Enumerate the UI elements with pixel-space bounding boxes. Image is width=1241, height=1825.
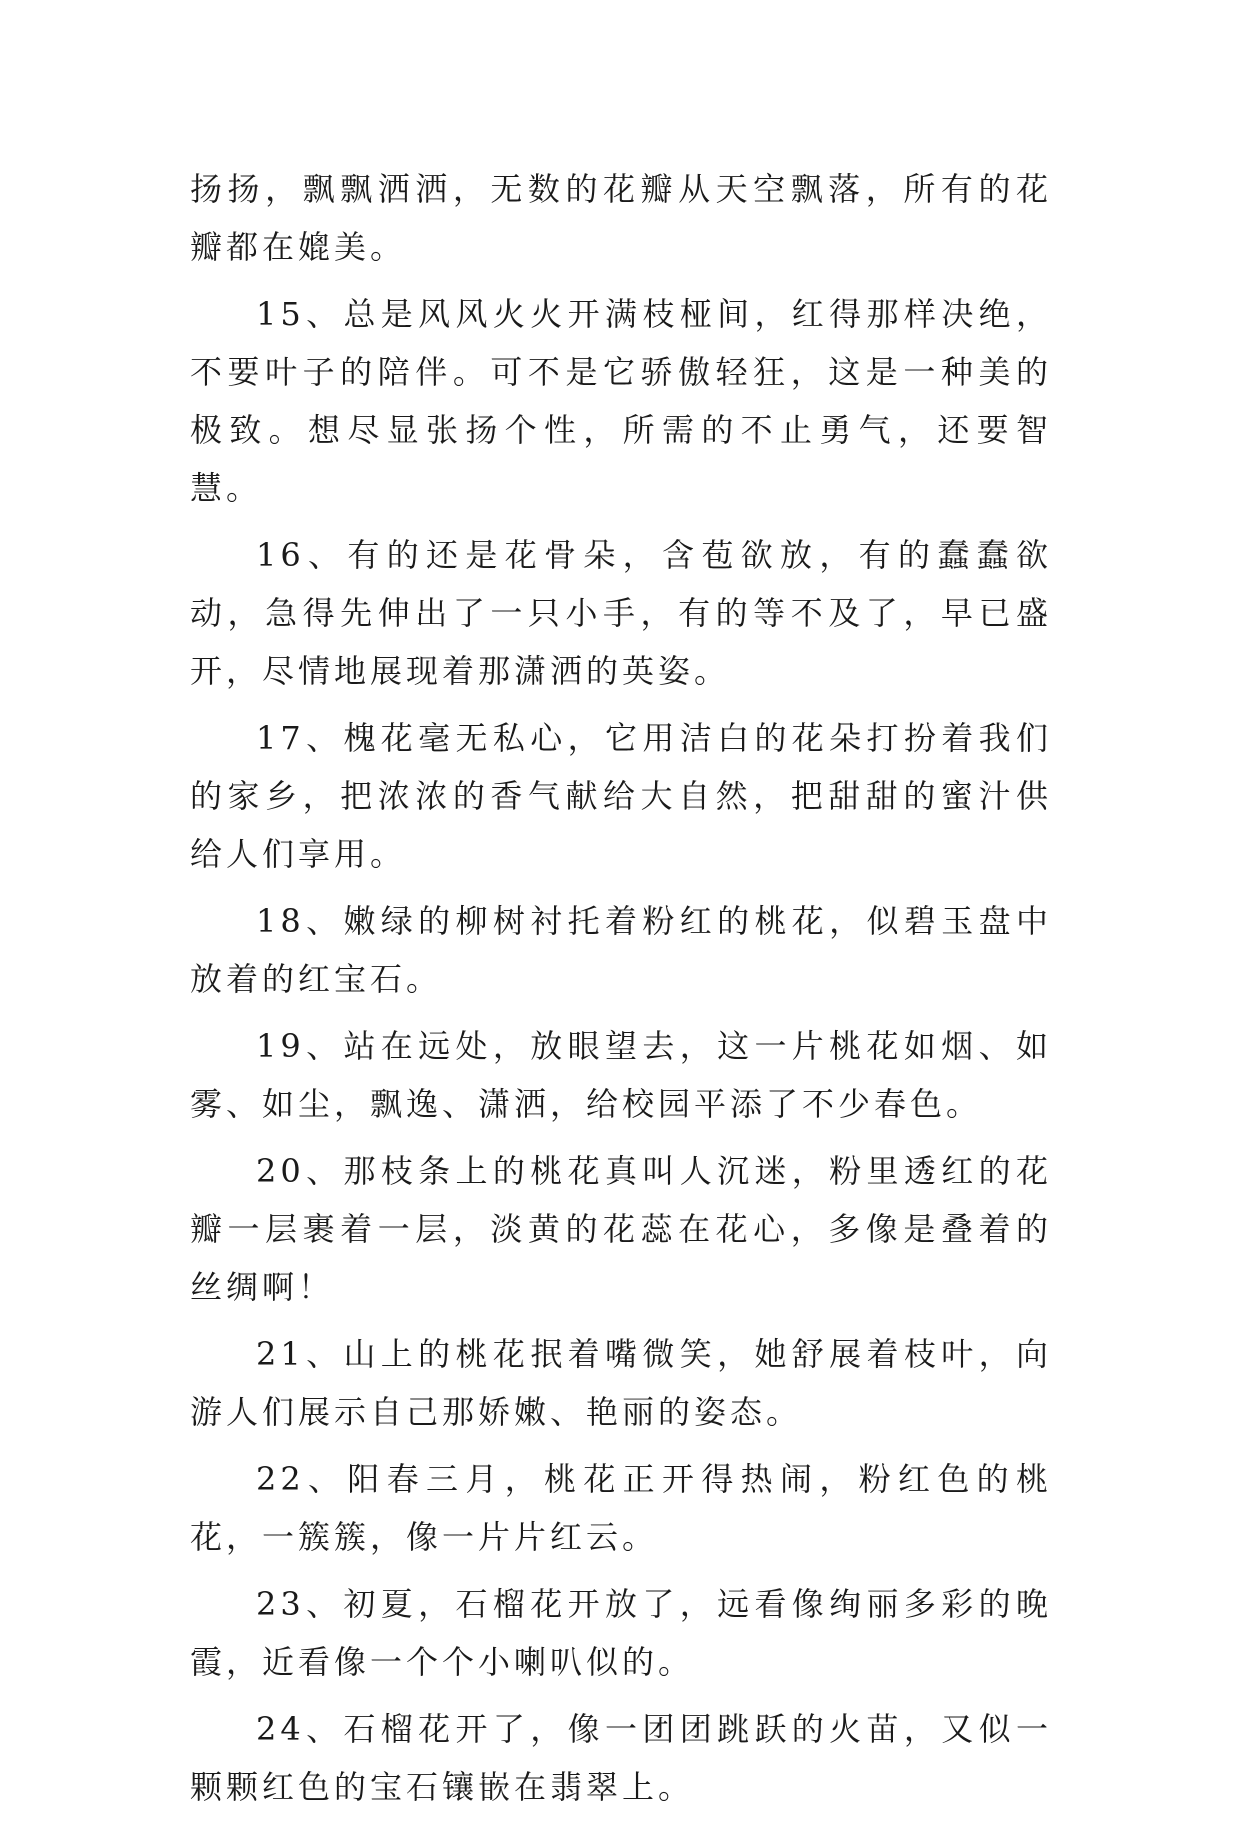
paragraph-item-19: 19、站在远处，放眼望去，这一片桃花如烟、如雾、如尘，飘逸、潇洒，给校园平添了不少春色。: [190, 1027, 1052, 1123]
document-page: [190, 160, 1052, 1825]
paragraph-item-18: 18、嫩绿的柳树衬托着粉红的桃花，似碧玉盘中放着的红宝石。: [190, 902, 1052, 998]
paragraph-continuation: 扬扬，飘飘洒洒，无数的花瓣从天空飘落，所有的花瓣都在媲美。: [190, 170, 1052, 266]
paragraph-item-23: 23、初夏，石榴花开放了，远看像绚丽多彩的晚霞，近看像一个个小喇叭似的。: [190, 1585, 1052, 1681]
paragraph-item-17: 17、槐花毫无私心，它用洁白的花朵打扮着我们的家乡，把浓浓的香气献给大自然，把甜甜的蜜汁供给人们享用。: [190, 719, 1052, 873]
paragraph-item-21: 21、山上的桃花抿着嘴微笑，她舒展着枝叶，向游人们展示自己那娇嫩、艳丽的姿态。: [190, 1335, 1052, 1431]
paragraph-item-22: 22、阳春三月，桃花正开得热闹，粉红色的桃花，一簇簇，像一片片红云。: [190, 1460, 1052, 1556]
paragraph-item-24: 24、石榴花开了，像一团团跳跃的火苗，又似一颗颗红色的宝石镶嵌在翡翠上。: [190, 1710, 1052, 1806]
paragraph-item-15: 15、总是风风火火开满枝桠间，红得那样决绝，不要叶子的陪伴。可不是它骄傲轻狂，这是一种美的极致。想尽显张扬个性，所需的不止勇气，还要智慧。: [190, 295, 1052, 507]
paragraph-item-16: 16、有的还是花骨朵，含苞欲放，有的蠢蠢欲动，急得先伸出了一只小手，有的等不及了，早已盛开，尽情地展现着那潇洒的英姿。: [190, 536, 1052, 690]
paragraph-item-20: 20、那枝条上的桃花真叫人沉迷，粉里透红的花瓣一层裹着一层，淡黄的花蕊在花心，多像是叠着的丝绸啊！: [190, 1152, 1052, 1306]
